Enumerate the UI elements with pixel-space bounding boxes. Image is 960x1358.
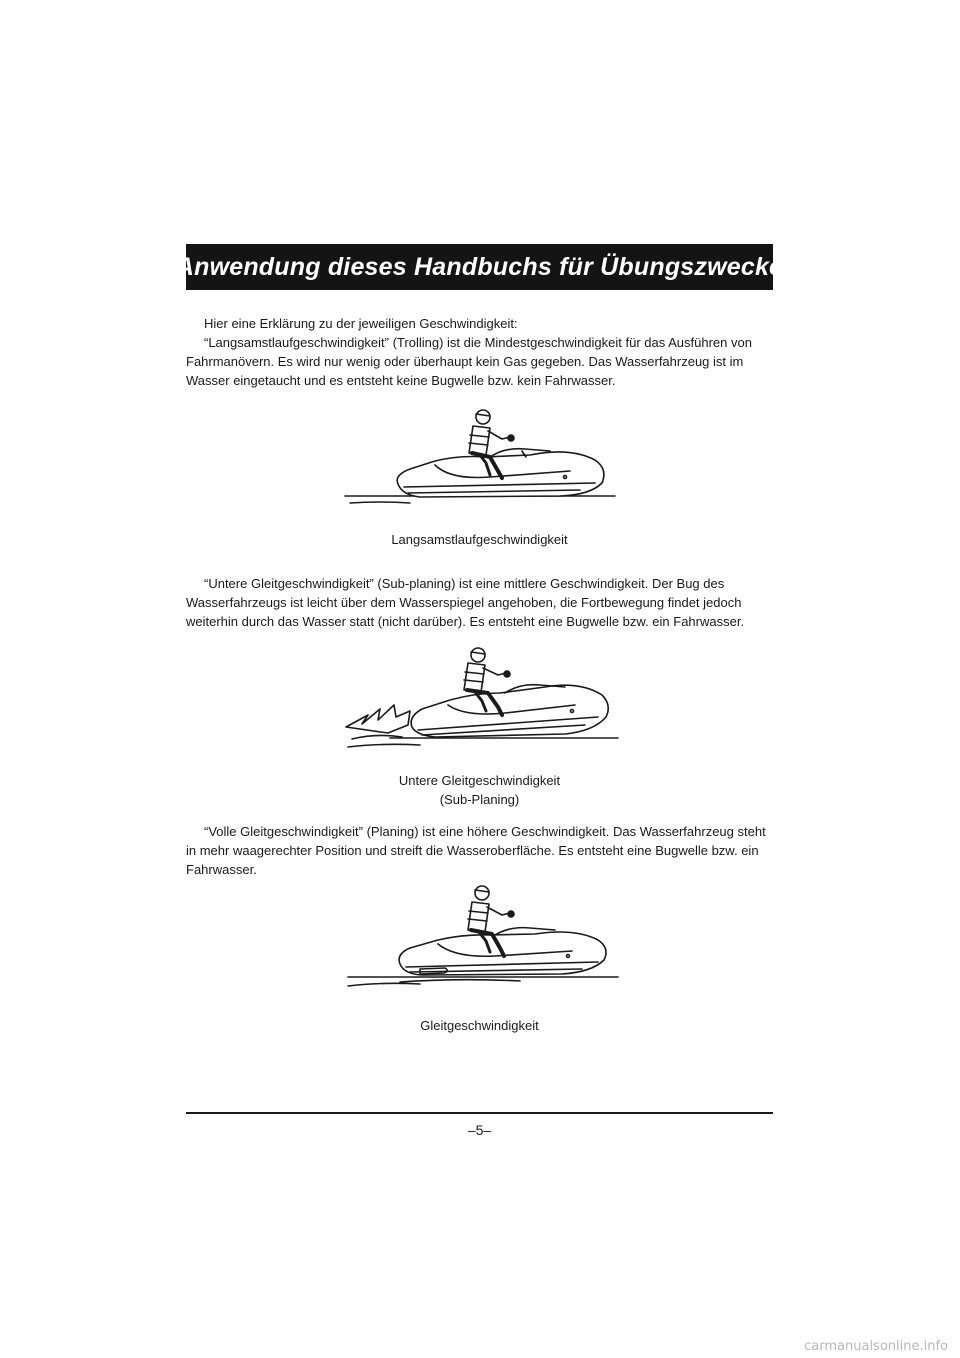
jet-ski-trolling-illustration bbox=[340, 405, 630, 515]
figure-caption-sub-planing bbox=[186, 771, 773, 809]
intro-paragraph bbox=[186, 314, 773, 390]
caption-line: (Sub-Planing) bbox=[439, 792, 520, 807]
intro-line: Hier eine Erklärung zu der jeweiligen Geschwindigkeit: bbox=[204, 316, 518, 331]
planing-paragraph bbox=[186, 822, 773, 879]
jet-ski-planing-illustration bbox=[340, 882, 630, 997]
page-number: –5– bbox=[467, 1122, 492, 1138]
planing-description: “Volle Gleitgeschwindigkeit” (Planing) ist eine höhere Geschwindigkeit. Das Wasserfahrzeug steht in mehr waagerechter Position und streift die Wasseroberfläche. Es entsteht eine Bugwelle bzw. ein Fahrwasser. bbox=[186, 824, 766, 877]
jet-ski-sub-planing-illustration bbox=[340, 645, 630, 760]
sub-planing-description: “Untere Gleitgeschwindigkeit” (Sub-planing) ist eine mittlere Geschwindigkeit. Der Bug des Wasserfahrzeugs ist leicht über dem Wasserspiegel angehoben, die Fortbewegung findet jedoch weiterhin durch das Wasser statt (nicht darüber). Es entsteht eine Bugwelle bzw. ein Fahrwasser. bbox=[186, 576, 745, 629]
section-title: Anwendung dieses Handbuchs für Übungszwecke bbox=[175, 252, 784, 281]
figure-caption-trolling: Langsamstlaufgeschwindigkeit bbox=[391, 532, 568, 547]
watermark: carmanualsonline.info bbox=[804, 1339, 948, 1354]
caption-line: Untere Gleitgeschwindigkeit bbox=[398, 773, 561, 788]
section-header-bar bbox=[175, 244, 784, 290]
footer-divider bbox=[186, 1112, 773, 1114]
figure-caption-planing: Gleitgeschwindigkeit bbox=[420, 1018, 539, 1033]
sub-planing-paragraph bbox=[186, 574, 773, 631]
trolling-description: “Langsamstlaufgeschwindigkeit” (Trolling) ist die Mindestgeschwindigkeit für das Ausführen von Fahrmanövern. Es wird nur wenig oder überhaupt kein Gas gegeben. Das Wasserfahrzeug ist im Wasser eingetaucht und es entsteht keine Bugwelle bzw. kein Fahrwasser. bbox=[186, 335, 752, 388]
